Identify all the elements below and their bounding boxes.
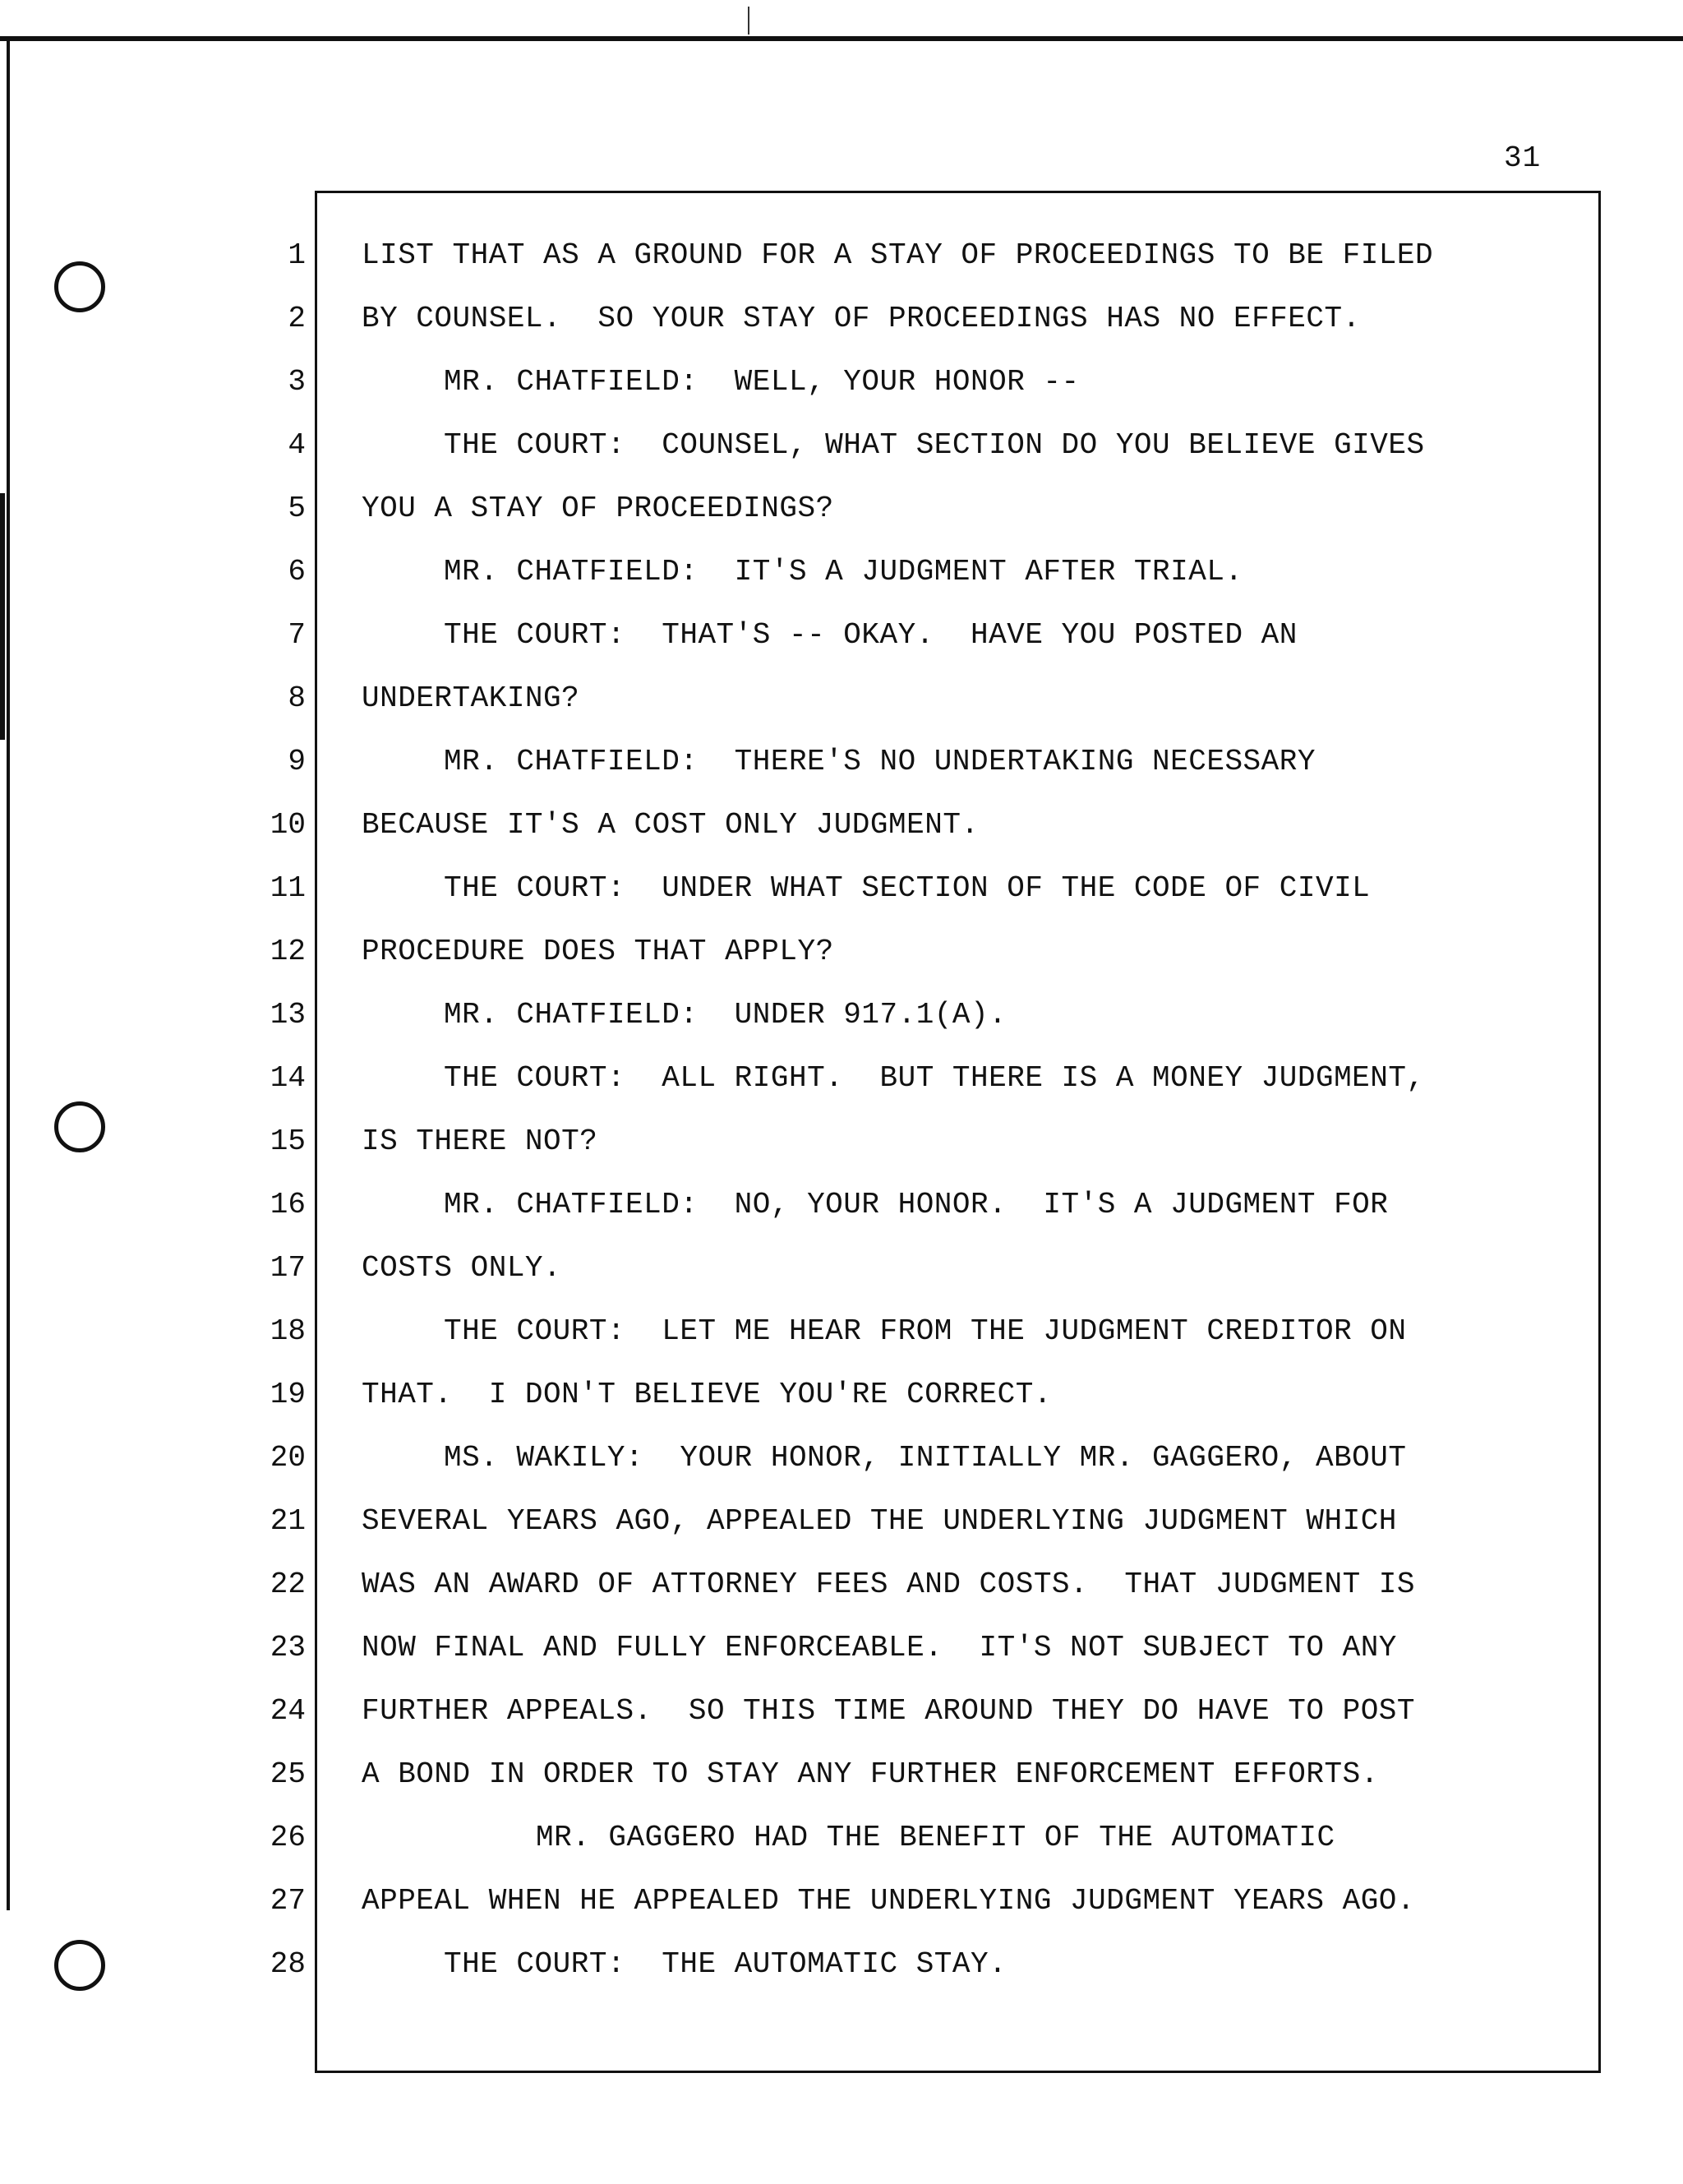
line-text: MR. CHATFIELD: WELL, YOUR HONOR -- [444, 365, 1080, 399]
punch-hole-top [54, 261, 105, 312]
line-number: 21 [270, 1504, 306, 1538]
line-text: COSTS ONLY. [362, 1251, 562, 1285]
line-number: 22 [270, 1568, 306, 1601]
line-text: A BOND IN ORDER TO STAY ANY FURTHER ENFORCEMENT EFFORTS. [362, 1757, 1379, 1791]
line-text: MR. CHATFIELD: THERE'S NO UNDERTAKING NECESSARY [444, 745, 1316, 778]
line-text: THE COURT: COUNSEL, WHAT SECTION DO YOU BELIEVE GIVES [444, 428, 1425, 462]
line-number: 23 [270, 1631, 306, 1665]
line-number: 25 [270, 1757, 306, 1791]
line-text: THE COURT: THAT'S -- OKAY. HAVE YOU POSTED AN [444, 618, 1298, 652]
line-number: 9 [288, 745, 306, 778]
line-number: 8 [288, 681, 306, 715]
line-text: THAT. I DON'T BELIEVE YOU'RE CORRECT. [362, 1378, 1052, 1411]
punch-hole-middle [54, 1101, 105, 1152]
line-number: 24 [270, 1694, 306, 1728]
line-text: BECAUSE IT'S A COST ONLY JUDGMENT. [362, 808, 980, 842]
line-text: MR. CHATFIELD: UNDER 917.1(A). [444, 998, 1007, 1032]
line-number: 12 [270, 935, 306, 968]
line-number: 26 [270, 1821, 306, 1854]
line-text: IS THERE NOT? [362, 1124, 598, 1158]
line-text: UNDERTAKING? [362, 681, 580, 715]
line-number: 10 [270, 808, 306, 842]
top-border-rule [0, 36, 1683, 41]
line-number: 13 [270, 998, 306, 1032]
line-text: THE COURT: ALL RIGHT. BUT THERE IS A MONEY JUDGMENT, [444, 1061, 1425, 1095]
left-border-rule [7, 36, 10, 1910]
line-text: MR. CHATFIELD: NO, YOUR HONOR. IT'S A JUDGMENT FOR [444, 1188, 1389, 1221]
line-text: FURTHER APPEALS. SO THIS TIME AROUND THEY DO HAVE TO POST [362, 1694, 1416, 1728]
line-text: YOU A STAY OF PROCEEDINGS? [362, 492, 834, 525]
line-number: 19 [270, 1378, 306, 1411]
line-number: 6 [288, 555, 306, 589]
line-number: 11 [270, 871, 306, 905]
line-text: THE COURT: UNDER WHAT SECTION OF THE CODE OF CIVIL [444, 871, 1371, 905]
line-number: 4 [288, 428, 306, 462]
line-number: 14 [270, 1061, 306, 1095]
line-text: APPEAL WHEN HE APPEALED THE UNDERLYING JUDGMENT YEARS AGO. [362, 1884, 1416, 1918]
line-text: PROCEDURE DOES THAT APPLY? [362, 935, 834, 968]
line-text: MR. CHATFIELD: IT'S A JUDGMENT AFTER TRIAL. [444, 555, 1243, 589]
line-number: 18 [270, 1314, 306, 1348]
line-number: 2 [288, 302, 306, 335]
line-text: WAS AN AWARD OF ATTORNEY FEES AND COSTS. THAT JUDGMENT IS [362, 1568, 1416, 1601]
line-text: BY COUNSEL. SO YOUR STAY OF PROCEEDINGS HAS NO EFFECT. [362, 302, 1361, 335]
line-number: 27 [270, 1884, 306, 1918]
left-edge-mark [0, 493, 5, 740]
line-number: 16 [270, 1188, 306, 1221]
line-number: 20 [270, 1441, 306, 1475]
line-number: 17 [270, 1251, 306, 1285]
line-number: 3 [288, 365, 306, 399]
line-number: 28 [270, 1947, 306, 1981]
line-text: SEVERAL YEARS AGO, APPEALED THE UNDERLYING JUDGMENT WHICH [362, 1504, 1397, 1538]
line-text: MR. GAGGERO HAD THE BENEFIT OF THE AUTOMATIC [536, 1821, 1335, 1854]
line-number: 1 [288, 238, 306, 272]
line-number: 5 [288, 492, 306, 525]
line-number: 7 [288, 618, 306, 652]
page-number: 31 [1504, 141, 1542, 175]
line-text: LIST THAT AS A GROUND FOR A STAY OF PROCEEDINGS TO BE FILED [362, 238, 1434, 272]
line-number: 15 [270, 1124, 306, 1158]
line-text: THE COURT: LET ME HEAR FROM THE JUDGMENT CREDITOR ON [444, 1314, 1407, 1348]
line-text: NOW FINAL AND FULLY ENFORCEABLE. IT'S NOT SUBJECT TO ANY [362, 1631, 1397, 1665]
top-tick-mark [748, 7, 749, 35]
line-text: THE COURT: THE AUTOMATIC STAY. [444, 1947, 1007, 1981]
line-text: MS. WAKILY: YOUR HONOR, INITIALLY MR. GAGGERO, ABOUT [444, 1441, 1407, 1475]
punch-hole-bottom [54, 1940, 105, 1991]
